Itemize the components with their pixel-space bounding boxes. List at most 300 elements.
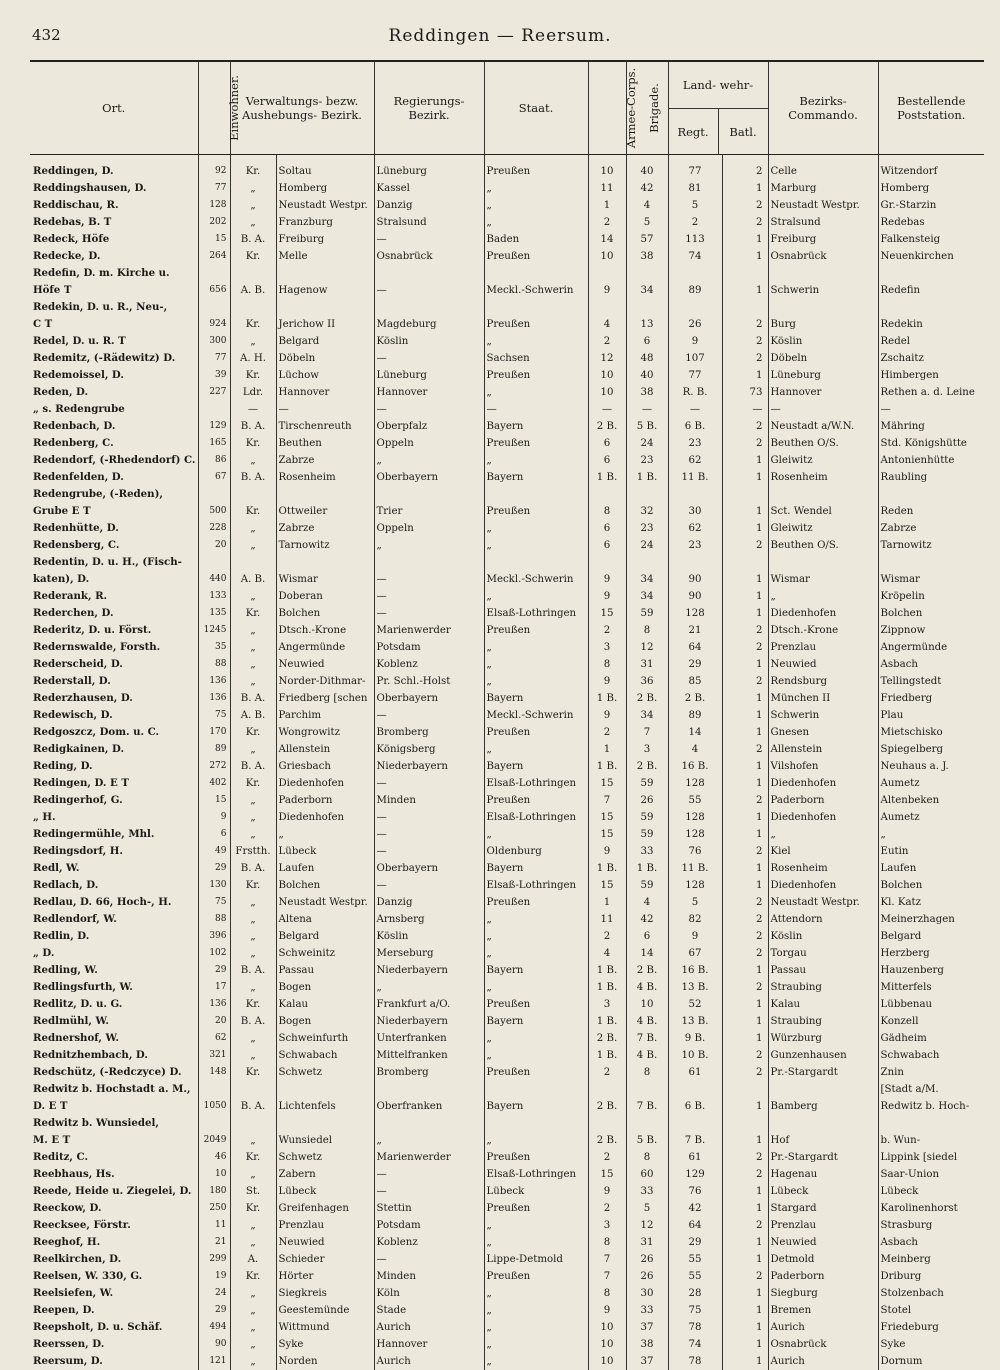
cell-verw-bezirk: Zabrze bbox=[276, 452, 374, 469]
cell-landwehr-batl: 1 bbox=[722, 1132, 768, 1149]
cell-landwehr-regt: 29 bbox=[668, 1234, 722, 1251]
cell-landwehr-regt: 52 bbox=[668, 996, 722, 1013]
table-row bbox=[30, 571, 984, 588]
cell-ort: Redel, D. u. R. T bbox=[30, 333, 198, 350]
cell-brigade: — bbox=[626, 401, 668, 418]
cell-verw-type: Kr. bbox=[230, 155, 276, 181]
cell-landwehr-batl: 2 bbox=[722, 979, 768, 996]
cell-poststation: Asbach bbox=[878, 656, 984, 673]
table-row bbox=[30, 911, 984, 928]
cell-bezirkscommando: Diedenhofen bbox=[768, 775, 878, 792]
cell-landwehr-regt: 14 bbox=[668, 724, 722, 741]
cell-landwehr-batl: 1 bbox=[722, 588, 768, 605]
cell-verw-type: A. B. bbox=[230, 282, 276, 299]
cell-verw-bezirk: Neuwied bbox=[276, 656, 374, 673]
cell-verw-bezirk: Rosenheim bbox=[276, 469, 374, 486]
table-row bbox=[30, 435, 984, 452]
cell-staat: Meckl.-Schwerin bbox=[484, 282, 588, 299]
cell-armeecorps bbox=[588, 486, 626, 503]
cell-landwehr-batl: 2 bbox=[722, 537, 768, 554]
cell-ort: Reersum, D. bbox=[30, 1353, 198, 1370]
cell-staat: Elsaß-Lothringen bbox=[484, 877, 588, 894]
cell-staat: „ bbox=[484, 452, 588, 469]
cell-armeecorps: 9 bbox=[588, 1302, 626, 1319]
cell-staat: Preußen bbox=[484, 792, 588, 809]
cell-landwehr-regt: 62 bbox=[668, 452, 722, 469]
cell-landwehr-batl: 1 bbox=[722, 1183, 768, 1200]
cell-poststation: Redefin bbox=[878, 282, 984, 299]
cell-armeecorps bbox=[588, 554, 626, 571]
cell-poststation: Zabrze bbox=[878, 520, 984, 537]
cell-brigade: 12 bbox=[626, 639, 668, 656]
cell-verw-type: „ bbox=[230, 1336, 276, 1353]
cell-poststation: Redebas bbox=[878, 214, 984, 231]
cell-ort: Grube E T bbox=[30, 503, 198, 520]
header-row bbox=[30, 62, 984, 155]
table-row bbox=[30, 809, 984, 826]
cell-bezirkscommando: Bremen bbox=[768, 1302, 878, 1319]
cell-ort: Redemoissel, D. bbox=[30, 367, 198, 384]
cell-staat: Elsaß-Lothringen bbox=[484, 605, 588, 622]
cell-regierungsbezirk: Hannover bbox=[374, 384, 484, 401]
cell-staat: Elsaß-Lothringen bbox=[484, 1166, 588, 1183]
cell-landwehr-regt bbox=[668, 299, 722, 316]
header-landwehr-label: Land- wehr- bbox=[669, 62, 768, 109]
cell-staat: „ bbox=[484, 911, 588, 928]
cell-landwehr-batl: 1 bbox=[722, 1013, 768, 1030]
cell-landwehr-batl: 1 bbox=[722, 758, 768, 775]
cell-verw-bezirk: Passau bbox=[276, 962, 374, 979]
header-regt: Regt. bbox=[669, 109, 718, 154]
cell-brigade: 59 bbox=[626, 826, 668, 843]
cell-landwehr-regt: 64 bbox=[668, 1217, 722, 1234]
cell-poststation: — bbox=[878, 401, 984, 418]
cell-armeecorps: 10 bbox=[588, 1336, 626, 1353]
cell-armeecorps: 3 bbox=[588, 1217, 626, 1234]
table-row bbox=[30, 1081, 984, 1098]
cell-armeecorps: 8 bbox=[588, 656, 626, 673]
cell-ort: Rednitzhembach, D. bbox=[30, 1047, 198, 1064]
cell-ort: Reeckow, D. bbox=[30, 1200, 198, 1217]
cell-landwehr-regt: 89 bbox=[668, 282, 722, 299]
cell-armeecorps: 1 B. bbox=[588, 690, 626, 707]
cell-staat: Elsaß-Lothringen bbox=[484, 775, 588, 792]
cell-poststation: Laufen bbox=[878, 860, 984, 877]
cell-landwehr-regt: 61 bbox=[668, 1064, 722, 1081]
cell-bezirkscommando: Attendorn bbox=[768, 911, 878, 928]
cell-brigade: 60 bbox=[626, 1166, 668, 1183]
cell-bezirkscommando bbox=[768, 1081, 878, 1098]
cell-verw-type: „ bbox=[230, 741, 276, 758]
cell-regierungsbezirk: Bromberg bbox=[374, 724, 484, 741]
cell-staat: „ bbox=[484, 656, 588, 673]
cell-bezirkscommando bbox=[768, 265, 878, 282]
cell-regierungsbezirk: Unterfranken bbox=[374, 1030, 484, 1047]
cell-bezirkscommando: Neustadt Westpr. bbox=[768, 894, 878, 911]
cell-verw-type: „ bbox=[230, 1030, 276, 1047]
cell-bezirkscommando: Dtsch.-Krone bbox=[768, 622, 878, 639]
cell-ort: Reede, Heide u. Ziegelei, D. bbox=[30, 1183, 198, 1200]
cell-landwehr-batl: 1 bbox=[722, 520, 768, 537]
table-row bbox=[30, 605, 984, 622]
cell-verw-type: „ bbox=[230, 979, 276, 996]
cell-regierungsbezirk: Danzig bbox=[374, 894, 484, 911]
cell-landwehr-regt: 9 bbox=[668, 928, 722, 945]
cell-bezirkscommando: Detmold bbox=[768, 1251, 878, 1268]
cell-ort: C T bbox=[30, 316, 198, 333]
cell-regierungsbezirk: Aurich bbox=[374, 1319, 484, 1336]
cell-bezirkscommando: Schwerin bbox=[768, 282, 878, 299]
cell-regierungsbezirk: — bbox=[374, 826, 484, 843]
cell-landwehr-batl: 1 bbox=[722, 503, 768, 520]
cell-regierungsbezirk: Stralsund bbox=[374, 214, 484, 231]
cell-regierungsbezirk: — bbox=[374, 350, 484, 367]
cell-verw-bezirk bbox=[276, 1115, 374, 1132]
cell-landwehr-batl: 1 bbox=[722, 809, 768, 826]
cell-verw-bezirk: Bolchen bbox=[276, 877, 374, 894]
cell-poststation: „ bbox=[878, 826, 984, 843]
cell-brigade: 3 bbox=[626, 741, 668, 758]
cell-poststation: Stolzenbach bbox=[878, 1285, 984, 1302]
cell-landwehr-batl: — bbox=[722, 401, 768, 418]
cell-landwehr-regt: R. B. bbox=[668, 384, 722, 401]
cell-brigade: 1 B. bbox=[626, 860, 668, 877]
cell-landwehr-batl bbox=[722, 486, 768, 503]
cell-brigade: 34 bbox=[626, 282, 668, 299]
cell-regierungsbezirk: Niederbayern bbox=[374, 758, 484, 775]
cell-poststation: Dornum bbox=[878, 1353, 984, 1370]
cell-brigade: 1 B. bbox=[626, 469, 668, 486]
cell-verw-type: „ bbox=[230, 928, 276, 945]
cell-bezirkscommando: Diedenhofen bbox=[768, 877, 878, 894]
cell-verw-type: Ldr. bbox=[230, 384, 276, 401]
cell-regierungsbezirk: Köln bbox=[374, 1285, 484, 1302]
header-poststation: Bestellende Poststation. bbox=[878, 62, 984, 155]
cell-staat: „ bbox=[484, 1030, 588, 1047]
cell-staat: „ bbox=[484, 928, 588, 945]
cell-poststation: Homberg bbox=[878, 180, 984, 197]
cell-einwohner: 136 bbox=[198, 690, 230, 707]
cell-verw-type: Kr. bbox=[230, 1268, 276, 1285]
cell-einwohner: 9 bbox=[198, 809, 230, 826]
cell-poststation: Hauzenberg bbox=[878, 962, 984, 979]
cell-poststation: Neuenkirchen bbox=[878, 248, 984, 265]
cell-landwehr-batl: 1 bbox=[722, 452, 768, 469]
cell-staat: „ bbox=[484, 537, 588, 554]
cell-landwehr-batl: 1 bbox=[722, 690, 768, 707]
cell-einwohner: 440 bbox=[198, 571, 230, 588]
cell-poststation: Asbach bbox=[878, 1234, 984, 1251]
cell-staat: Preußen bbox=[484, 503, 588, 520]
table-row bbox=[30, 1047, 984, 1064]
cell-ort: Redschütz, (-Redczyce) D. bbox=[30, 1064, 198, 1081]
cell-landwehr-batl: 1 bbox=[722, 1319, 768, 1336]
cell-ort: Redingen, D. E T bbox=[30, 775, 198, 792]
cell-bezirkscommando: Sct. Wendel bbox=[768, 503, 878, 520]
cell-staat: Preußen bbox=[484, 248, 588, 265]
table-row bbox=[30, 656, 984, 673]
cell-verw-type: Kr. bbox=[230, 605, 276, 622]
cell-brigade: 42 bbox=[626, 180, 668, 197]
header-ort: Ort. bbox=[30, 62, 198, 155]
cell-landwehr-regt: 21 bbox=[668, 622, 722, 639]
cell-ort: Redl, W. bbox=[30, 860, 198, 877]
cell-landwehr-regt: 11 B. bbox=[668, 860, 722, 877]
cell-landwehr-batl: 2 bbox=[722, 197, 768, 214]
cell-einwohner bbox=[198, 486, 230, 503]
table-row bbox=[30, 265, 984, 282]
cell-poststation: Lübbenau bbox=[878, 996, 984, 1013]
cell-brigade bbox=[626, 265, 668, 282]
cell-landwehr-regt: 28 bbox=[668, 1285, 722, 1302]
cell-brigade: 30 bbox=[626, 1285, 668, 1302]
cell-verw-type: „ bbox=[230, 1285, 276, 1302]
cell-verw-type: St. bbox=[230, 1183, 276, 1200]
cell-landwehr-batl: 1 bbox=[722, 231, 768, 248]
cell-brigade: 38 bbox=[626, 248, 668, 265]
cell-staat: „ bbox=[484, 1285, 588, 1302]
cell-landwehr-regt: 55 bbox=[668, 792, 722, 809]
cell-armeecorps: 2 bbox=[588, 1200, 626, 1217]
cell-staat: Preußen bbox=[484, 996, 588, 1013]
cell-bezirkscommando: Diedenhofen bbox=[768, 809, 878, 826]
cell-verw-bezirk: Neustadt Westpr. bbox=[276, 894, 374, 911]
cell-ort: Redwitz b. Hochstadt a. M., bbox=[30, 1081, 198, 1098]
table-row bbox=[30, 1030, 984, 1047]
cell-armeecorps: 2 B. bbox=[588, 1098, 626, 1115]
cell-landwehr-batl: 2 bbox=[722, 1064, 768, 1081]
header-verwaltung: Verwaltungs- bezw. Aushebungs- Bezirk. bbox=[230, 62, 374, 155]
cell-einwohner: 148 bbox=[198, 1064, 230, 1081]
cell-landwehr-batl: 1 bbox=[722, 1030, 768, 1047]
cell-staat: Preußen bbox=[484, 1064, 588, 1081]
cell-einwohner bbox=[198, 1115, 230, 1132]
cell-brigade: 40 bbox=[626, 367, 668, 384]
cell-bezirkscommando: Neuwied bbox=[768, 656, 878, 673]
cell-armeecorps: 2 B. bbox=[588, 418, 626, 435]
cell-verw-bezirk bbox=[276, 265, 374, 282]
table-row bbox=[30, 945, 984, 962]
cell-verw-bezirk: „ bbox=[276, 826, 374, 843]
cell-brigade: 59 bbox=[626, 877, 668, 894]
cell-staat: Preußen bbox=[484, 367, 588, 384]
cell-brigade: 26 bbox=[626, 1268, 668, 1285]
cell-regierungsbezirk: Kassel bbox=[374, 180, 484, 197]
cell-regierungsbezirk: Arnsberg bbox=[374, 911, 484, 928]
cell-bezirkscommando: Rosenheim bbox=[768, 860, 878, 877]
table-row bbox=[30, 1251, 984, 1268]
cell-brigade: 33 bbox=[626, 843, 668, 860]
cell-landwehr-batl: 2 bbox=[722, 316, 768, 333]
cell-landwehr-batl bbox=[722, 265, 768, 282]
cell-verw-type: „ bbox=[230, 214, 276, 231]
header-regierung: Regierungs- Bezirk. bbox=[374, 62, 484, 155]
cell-verw-type: „ bbox=[230, 1217, 276, 1234]
cell-verw-type: — bbox=[230, 401, 276, 418]
cell-landwehr-batl bbox=[722, 1081, 768, 1098]
cell-verw-type: B. A. bbox=[230, 860, 276, 877]
cell-verw-type: B. A. bbox=[230, 469, 276, 486]
gazetteer-table bbox=[30, 62, 984, 1370]
cell-bezirkscommando: Rosenheim bbox=[768, 469, 878, 486]
cell-landwehr-regt: 42 bbox=[668, 1200, 722, 1217]
cell-bezirkscommando: Hof bbox=[768, 1132, 878, 1149]
cell-landwehr-regt: 78 bbox=[668, 1319, 722, 1336]
cell-verw-bezirk: Bolchen bbox=[276, 605, 374, 622]
cell-bezirkscommando: Paderborn bbox=[768, 1268, 878, 1285]
table-row bbox=[30, 503, 984, 520]
cell-bezirkscommando: „ bbox=[768, 826, 878, 843]
cell-ort: Redecke, D. bbox=[30, 248, 198, 265]
cell-einwohner: 136 bbox=[198, 996, 230, 1013]
cell-einwohner: 21 bbox=[198, 1234, 230, 1251]
cell-bezirkscommando: Döbeln bbox=[768, 350, 878, 367]
cell-verw-bezirk: Bogen bbox=[276, 1013, 374, 1030]
cell-ort: Reepsholt, D. u. Schäf. bbox=[30, 1319, 198, 1336]
header-armeecorps bbox=[588, 62, 626, 155]
cell-poststation: Std. Königshütte bbox=[878, 435, 984, 452]
cell-brigade: 4 B. bbox=[626, 979, 668, 996]
cell-bezirkscommando: Kiel bbox=[768, 843, 878, 860]
cell-staat: „ bbox=[484, 1047, 588, 1064]
cell-brigade: 6 bbox=[626, 928, 668, 945]
cell-einwohner: 202 bbox=[198, 214, 230, 231]
cell-brigade bbox=[626, 299, 668, 316]
cell-brigade bbox=[626, 486, 668, 503]
header-staat: Staat. bbox=[484, 62, 588, 155]
table-row bbox=[30, 384, 984, 401]
cell-verw-type: Kr. bbox=[230, 1149, 276, 1166]
cell-regierungsbezirk: Oberbayern bbox=[374, 690, 484, 707]
cell-verw-type: „ bbox=[230, 1132, 276, 1149]
cell-staat: „ bbox=[484, 979, 588, 996]
cell-poststation: Gädheim bbox=[878, 1030, 984, 1047]
cell-armeecorps: 8 bbox=[588, 503, 626, 520]
cell-brigade: 38 bbox=[626, 1336, 668, 1353]
cell-regierungsbezirk: „ bbox=[374, 979, 484, 996]
cell-landwehr-regt: 6 B. bbox=[668, 418, 722, 435]
cell-armeecorps: 1 B. bbox=[588, 1047, 626, 1064]
cell-landwehr-batl: 1 bbox=[722, 605, 768, 622]
cell-armeecorps: 10 bbox=[588, 367, 626, 384]
table-body bbox=[30, 155, 984, 1370]
header-einwohner bbox=[198, 62, 230, 155]
cell-brigade: 2 B. bbox=[626, 758, 668, 775]
cell-bezirkscommando: Gleiwitz bbox=[768, 452, 878, 469]
cell-ort: Redensberg, C. bbox=[30, 537, 198, 554]
cell-ort: Rederchen, D. bbox=[30, 605, 198, 622]
cell-verw-type bbox=[230, 299, 276, 316]
cell-landwehr-regt: 30 bbox=[668, 503, 722, 520]
cell-verw-type: A. B. bbox=[230, 571, 276, 588]
cell-verw-type: „ bbox=[230, 894, 276, 911]
header-brigade-label: Brigade. bbox=[646, 83, 660, 133]
cell-verw-bezirk bbox=[276, 1081, 374, 1098]
table-row bbox=[30, 401, 984, 418]
cell-brigade: 33 bbox=[626, 1183, 668, 1200]
cell-ort: Redewisch, D. bbox=[30, 707, 198, 724]
cell-einwohner: 77 bbox=[198, 180, 230, 197]
cell-verw-bezirk: Soltau bbox=[276, 155, 374, 181]
cell-landwehr-batl: 1 bbox=[722, 1251, 768, 1268]
cell-verw-bezirk: Diedenhofen bbox=[276, 775, 374, 792]
cell-einwohner: 11 bbox=[198, 1217, 230, 1234]
cell-landwehr-regt: 7 B. bbox=[668, 1132, 722, 1149]
cell-poststation: Stotel bbox=[878, 1302, 984, 1319]
cell-brigade: 7 B. bbox=[626, 1030, 668, 1047]
cell-einwohner: 1050 bbox=[198, 1098, 230, 1115]
cell-verw-type: „ bbox=[230, 809, 276, 826]
cell-landwehr-regt: 13 B. bbox=[668, 979, 722, 996]
cell-einwohner bbox=[198, 554, 230, 571]
cell-verw-type: A. H. bbox=[230, 350, 276, 367]
cell-verw-type: A. bbox=[230, 1251, 276, 1268]
cell-staat bbox=[484, 486, 588, 503]
cell-ort: Redlau, D. 66, Hoch-, H. bbox=[30, 894, 198, 911]
table-row bbox=[30, 962, 984, 979]
cell-armeecorps: 12 bbox=[588, 350, 626, 367]
table-row bbox=[30, 979, 984, 996]
table-row bbox=[30, 231, 984, 248]
cell-bezirkscommando: Bamberg bbox=[768, 1098, 878, 1115]
cell-ort: Redenhütte, D. bbox=[30, 520, 198, 537]
cell-brigade: 23 bbox=[626, 452, 668, 469]
cell-ort: Redwitz b. Wunsiedel, bbox=[30, 1115, 198, 1132]
cell-einwohner: 10 bbox=[198, 1166, 230, 1183]
cell-landwehr-batl: 73 bbox=[722, 384, 768, 401]
cell-verw-type: Kr. bbox=[230, 435, 276, 452]
cell-einwohner: 29 bbox=[198, 962, 230, 979]
cell-ort: M. E T bbox=[30, 1132, 198, 1149]
cell-brigade bbox=[626, 1081, 668, 1098]
cell-landwehr-batl: 2 bbox=[722, 418, 768, 435]
cell-verw-type: B. A. bbox=[230, 758, 276, 775]
cell-staat: Sachsen bbox=[484, 350, 588, 367]
cell-ort: Redlmühl, W. bbox=[30, 1013, 198, 1030]
cell-ort: Rederank, R. bbox=[30, 588, 198, 605]
cell-regierungsbezirk: Aurich bbox=[374, 1353, 484, 1370]
cell-verw-type: „ bbox=[230, 537, 276, 554]
cell-landwehr-regt: 55 bbox=[668, 1251, 722, 1268]
cell-einwohner: 6 bbox=[198, 826, 230, 843]
table-row bbox=[30, 758, 984, 775]
cell-verw-bezirk: Neustadt Westpr. bbox=[276, 197, 374, 214]
cell-verw-bezirk: Doberan bbox=[276, 588, 374, 605]
cell-brigade: 8 bbox=[626, 622, 668, 639]
cell-bezirkscommando: Straubing bbox=[768, 979, 878, 996]
cell-verw-bezirk: Jerichow II bbox=[276, 316, 374, 333]
cell-regierungsbezirk: — bbox=[374, 605, 484, 622]
cell-brigade: 12 bbox=[626, 1217, 668, 1234]
cell-ort: Rederitz, D. u. Först. bbox=[30, 622, 198, 639]
cell-ort: Redlingsfurth, W. bbox=[30, 979, 198, 996]
cell-poststation: Mähring bbox=[878, 418, 984, 435]
cell-bezirkscommando: Burg bbox=[768, 316, 878, 333]
cell-einwohner: 75 bbox=[198, 894, 230, 911]
cell-poststation: Mietschisko bbox=[878, 724, 984, 741]
cell-brigade: 31 bbox=[626, 1234, 668, 1251]
cell-landwehr-regt: 128 bbox=[668, 826, 722, 843]
cell-einwohner: 494 bbox=[198, 1319, 230, 1336]
cell-regierungsbezirk: — bbox=[374, 282, 484, 299]
cell-staat bbox=[484, 554, 588, 571]
cell-bezirkscommando: Freiburg bbox=[768, 231, 878, 248]
table-row bbox=[30, 877, 984, 894]
cell-staat: „ bbox=[484, 639, 588, 656]
cell-ort: Reden, D. bbox=[30, 384, 198, 401]
cell-brigade: 59 bbox=[626, 605, 668, 622]
cell-staat: Bayern bbox=[484, 1098, 588, 1115]
